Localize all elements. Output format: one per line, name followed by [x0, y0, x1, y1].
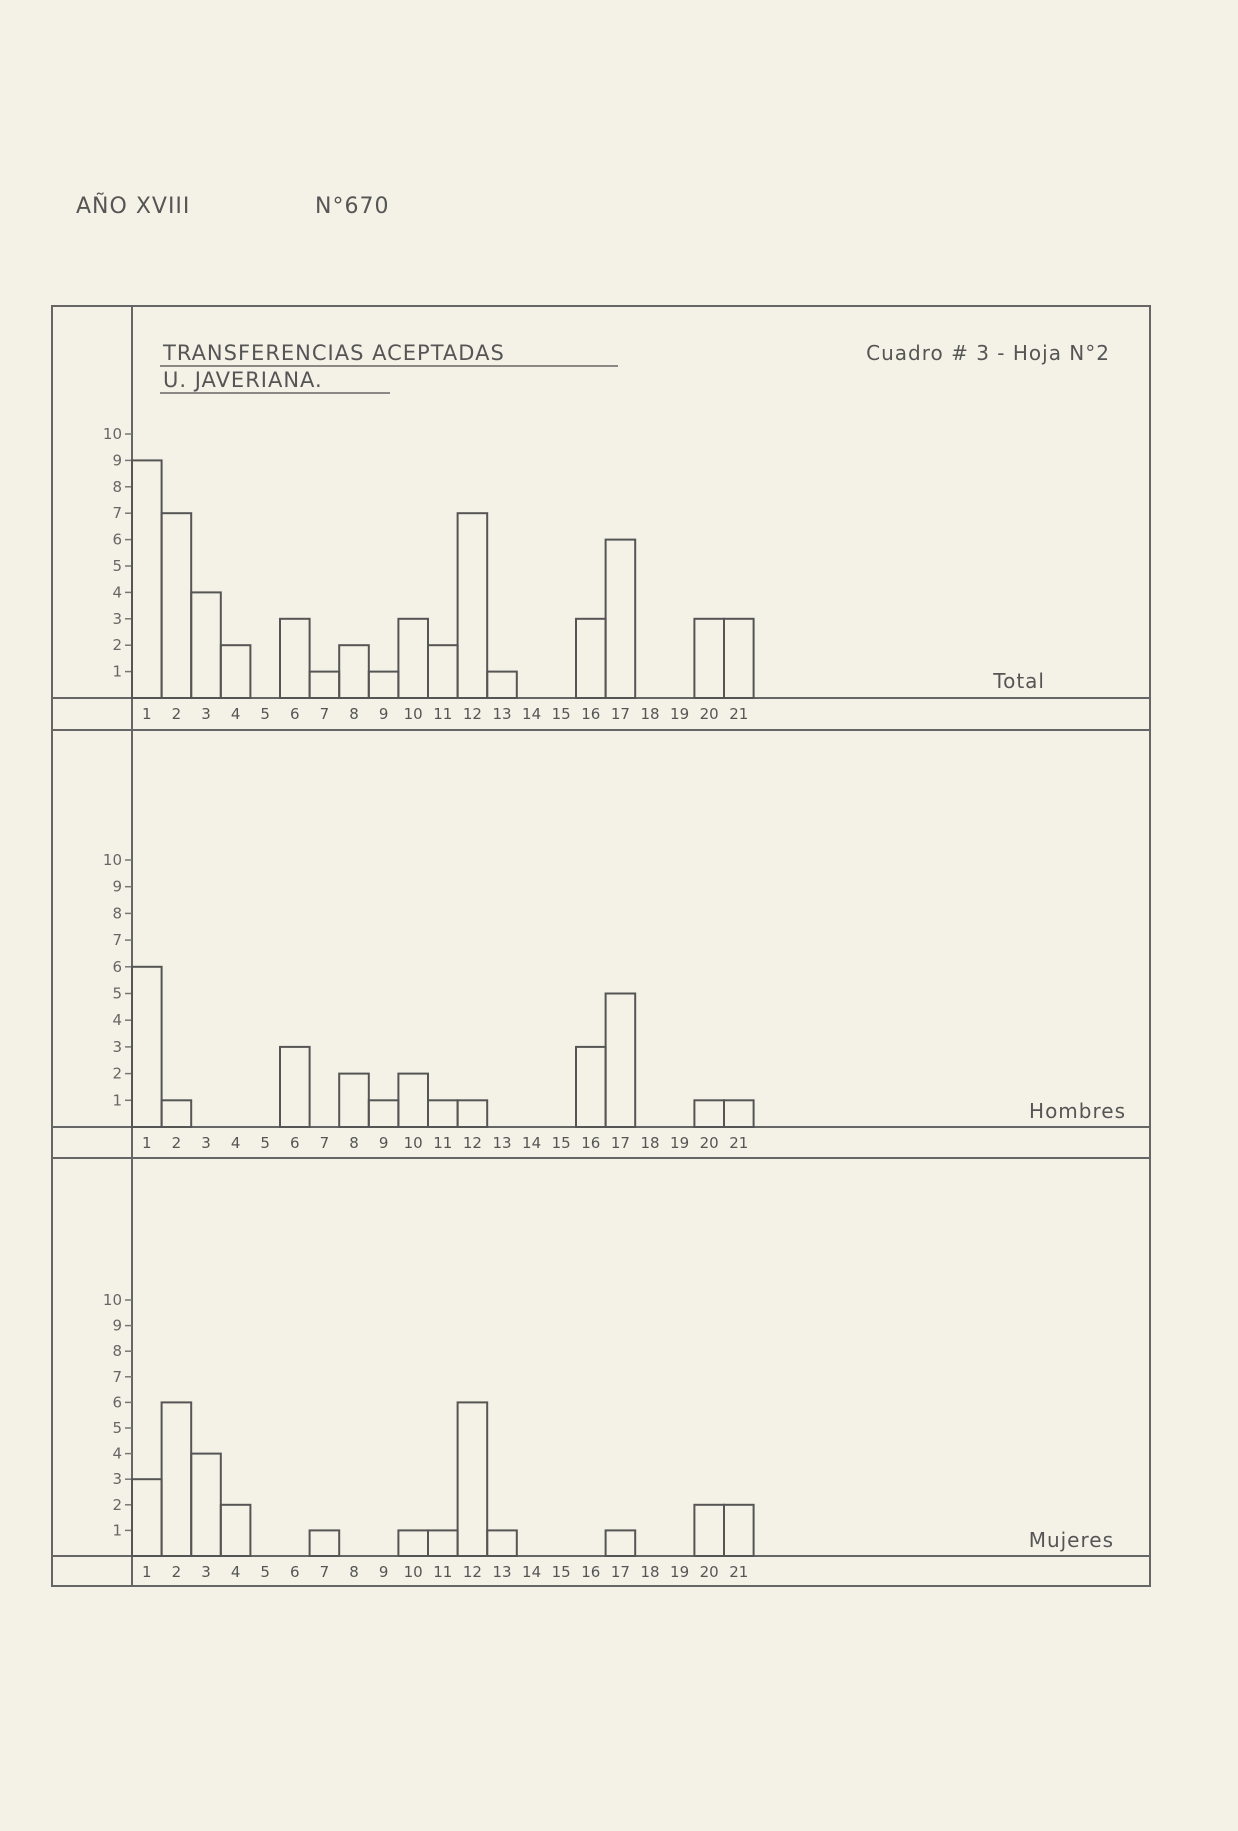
x-tick-label: 6: [290, 1134, 300, 1152]
x-tick-label: 3: [201, 1563, 211, 1581]
x-tick-label: 7: [319, 705, 330, 723]
bar-1: [132, 967, 162, 1127]
y-tick-label: 8: [112, 904, 122, 923]
x-tick-label: 8: [349, 1563, 359, 1581]
x-tick-label: 12: [462, 1563, 482, 1581]
header-number: N°670: [315, 194, 390, 219]
panel-title: Total: [993, 669, 1045, 693]
bar-17: [606, 540, 636, 698]
y-tick-label: 5: [112, 557, 122, 575]
bar-3: [191, 1454, 221, 1556]
chart-outer-frame: [52, 306, 1150, 1586]
bar-21: [724, 1100, 754, 1127]
x-tick-label: 2: [171, 1134, 182, 1152]
bar-12: [458, 513, 488, 698]
x-tick-label: 14: [522, 705, 542, 723]
figure-cuadro: Cuadro # 3 - Hoja N°2: [866, 341, 1110, 365]
y-tick-label: 4: [112, 1011, 122, 1030]
panel-mujeres: [52, 1291, 1150, 1586]
x-tick-label: 3: [201, 705, 211, 723]
x-tick-label: 14: [522, 1563, 542, 1581]
x-tick-label: 18: [640, 705, 660, 723]
figure-title-line2: U. JAVERIANA.: [163, 368, 323, 392]
x-tick-label: 5: [260, 705, 270, 723]
x-tick-label: 12: [462, 705, 482, 723]
x-tick-label: 7: [319, 1563, 330, 1581]
bar-7: [310, 672, 340, 698]
y-tick-label: 2: [112, 1064, 122, 1083]
x-tick-label: 10: [403, 1563, 423, 1581]
bar-6: [280, 1047, 310, 1127]
x-tick-label: 11: [433, 1563, 453, 1581]
y-tick-label: 7: [112, 1367, 122, 1386]
y-tick-label: 6: [112, 530, 122, 549]
figure-title-line1: TRANSFERENCIAS ACEPTADAS: [163, 341, 505, 365]
bar-12: [458, 1402, 488, 1556]
x-tick-label: 17: [610, 1134, 630, 1152]
x-tick-label: 15: [551, 1563, 571, 1581]
y-tick-label: 1: [112, 662, 122, 681]
bar-21: [724, 1505, 754, 1556]
header-year: AÑO XVIII: [76, 194, 191, 219]
y-tick-label: 4: [112, 1444, 122, 1463]
bar-16: [576, 1047, 606, 1127]
x-tick-label: 5: [260, 1563, 270, 1581]
x-tick-label: 15: [551, 1134, 571, 1152]
y-tick-label: 8: [112, 477, 122, 496]
x-tick-label: 20: [699, 1134, 719, 1152]
panel-hombres: [52, 851, 1150, 1158]
x-tick-label: 2: [171, 705, 182, 723]
x-tick-label: 1: [142, 1134, 152, 1152]
bar-10: [398, 619, 428, 698]
bar-4: [221, 1505, 251, 1556]
x-tick-label: 21: [729, 1563, 749, 1581]
y-tick-label: 3: [112, 1470, 122, 1489]
bar-13: [487, 672, 517, 698]
x-tick-label: 20: [699, 705, 719, 723]
bar-17: [606, 1530, 636, 1556]
x-tick-label: 19: [670, 705, 690, 723]
x-tick-label: 21: [729, 1134, 749, 1152]
panel-total: [52, 425, 1150, 730]
y-tick-label: 10: [102, 1291, 122, 1309]
y-tick-label: 7: [112, 931, 122, 950]
y-tick-label: 5: [112, 984, 122, 1003]
bar-11: [428, 1530, 458, 1556]
x-tick-label: 19: [670, 1563, 690, 1581]
x-tick-label: 18: [640, 1134, 660, 1152]
x-tick-label: 14: [522, 1134, 542, 1152]
bar-2: [162, 513, 192, 698]
x-tick-label: 17: [610, 705, 630, 723]
y-tick-label: 10: [102, 425, 122, 443]
x-tick-label: 21: [729, 705, 749, 723]
x-tick-label: 16: [581, 705, 601, 723]
bar-6: [280, 619, 310, 698]
bar-1: [132, 1479, 162, 1556]
y-tick-label: 1: [112, 1521, 122, 1540]
bar-20: [694, 619, 724, 698]
y-tick-label: 6: [112, 957, 122, 976]
x-tick-label: 16: [581, 1563, 601, 1581]
x-tick-label: 4: [230, 1134, 241, 1152]
x-tick-label: 5: [260, 1134, 270, 1152]
y-tick-label: 1: [112, 1091, 122, 1110]
x-tick-label: 7: [319, 1134, 330, 1152]
bar-17: [606, 994, 636, 1128]
x-tick-label: 6: [290, 705, 300, 723]
bar-1: [132, 460, 162, 698]
bar-13: [487, 1530, 517, 1556]
x-tick-label: 11: [433, 1134, 453, 1152]
y-tick-label: 4: [112, 583, 122, 602]
panel-title: Mujeres: [1028, 1528, 1114, 1552]
x-tick-label: 13: [492, 705, 512, 723]
y-tick-label: 3: [112, 1037, 122, 1056]
bar-9: [369, 1100, 399, 1127]
x-tick-label: 8: [349, 705, 359, 723]
x-tick-label: 9: [378, 705, 389, 723]
x-tick-label: 13: [492, 1563, 512, 1581]
bar-16: [576, 619, 606, 698]
y-tick-label: 10: [102, 851, 122, 869]
bar-8: [339, 1074, 369, 1127]
x-tick-label: 2: [171, 1563, 182, 1581]
y-tick-label: 2: [112, 1495, 122, 1514]
bar-21: [724, 619, 754, 698]
bar-7: [310, 1530, 340, 1556]
x-tick-label: 17: [610, 1563, 630, 1581]
bar-12: [458, 1100, 488, 1127]
bar-20: [694, 1505, 724, 1556]
x-tick-label: 15: [551, 705, 571, 723]
bar-10: [398, 1074, 428, 1127]
y-tick-label: 2: [112, 636, 122, 655]
x-tick-label: 19: [670, 1134, 690, 1152]
bar-11: [428, 1100, 458, 1127]
x-tick-label: 16: [581, 1134, 601, 1152]
bar-20: [694, 1100, 724, 1127]
bar-2: [162, 1100, 192, 1127]
y-tick-label: 9: [112, 451, 122, 470]
x-tick-label: 13: [492, 1134, 512, 1152]
x-tick-label: 20: [699, 1563, 719, 1581]
y-tick-label: 5: [112, 1419, 122, 1437]
x-tick-label: 10: [403, 705, 423, 723]
y-tick-label: 9: [112, 1316, 122, 1335]
x-tick-label: 8: [349, 1134, 359, 1152]
y-tick-label: 9: [112, 877, 122, 896]
y-tick-label: 7: [112, 504, 122, 523]
x-tick-label: 6: [290, 1563, 300, 1581]
y-tick-label: 8: [112, 1342, 122, 1361]
x-tick-label: 4: [230, 705, 241, 723]
y-tick-label: 6: [112, 1393, 122, 1412]
x-tick-label: 3: [201, 1134, 211, 1152]
x-tick-label: 1: [142, 1563, 152, 1581]
x-tick-label: 12: [462, 1134, 482, 1152]
x-tick-label: 9: [378, 1563, 389, 1581]
bar-4: [221, 645, 251, 698]
x-tick-label: 11: [433, 705, 453, 723]
x-tick-label: 1: [142, 705, 152, 723]
bar-8: [339, 645, 369, 698]
x-tick-label: 9: [378, 1134, 389, 1152]
bar-9: [369, 672, 399, 698]
bar-2: [162, 1402, 192, 1556]
x-tick-label: 18: [640, 1563, 660, 1581]
y-tick-label: 3: [112, 609, 122, 628]
x-tick-label: 10: [403, 1134, 423, 1152]
bar-10: [398, 1530, 428, 1556]
x-tick-label: 4: [230, 1563, 241, 1581]
bar-11: [428, 645, 458, 698]
panel-title: Hombres: [1029, 1099, 1126, 1123]
bar-3: [191, 592, 221, 698]
